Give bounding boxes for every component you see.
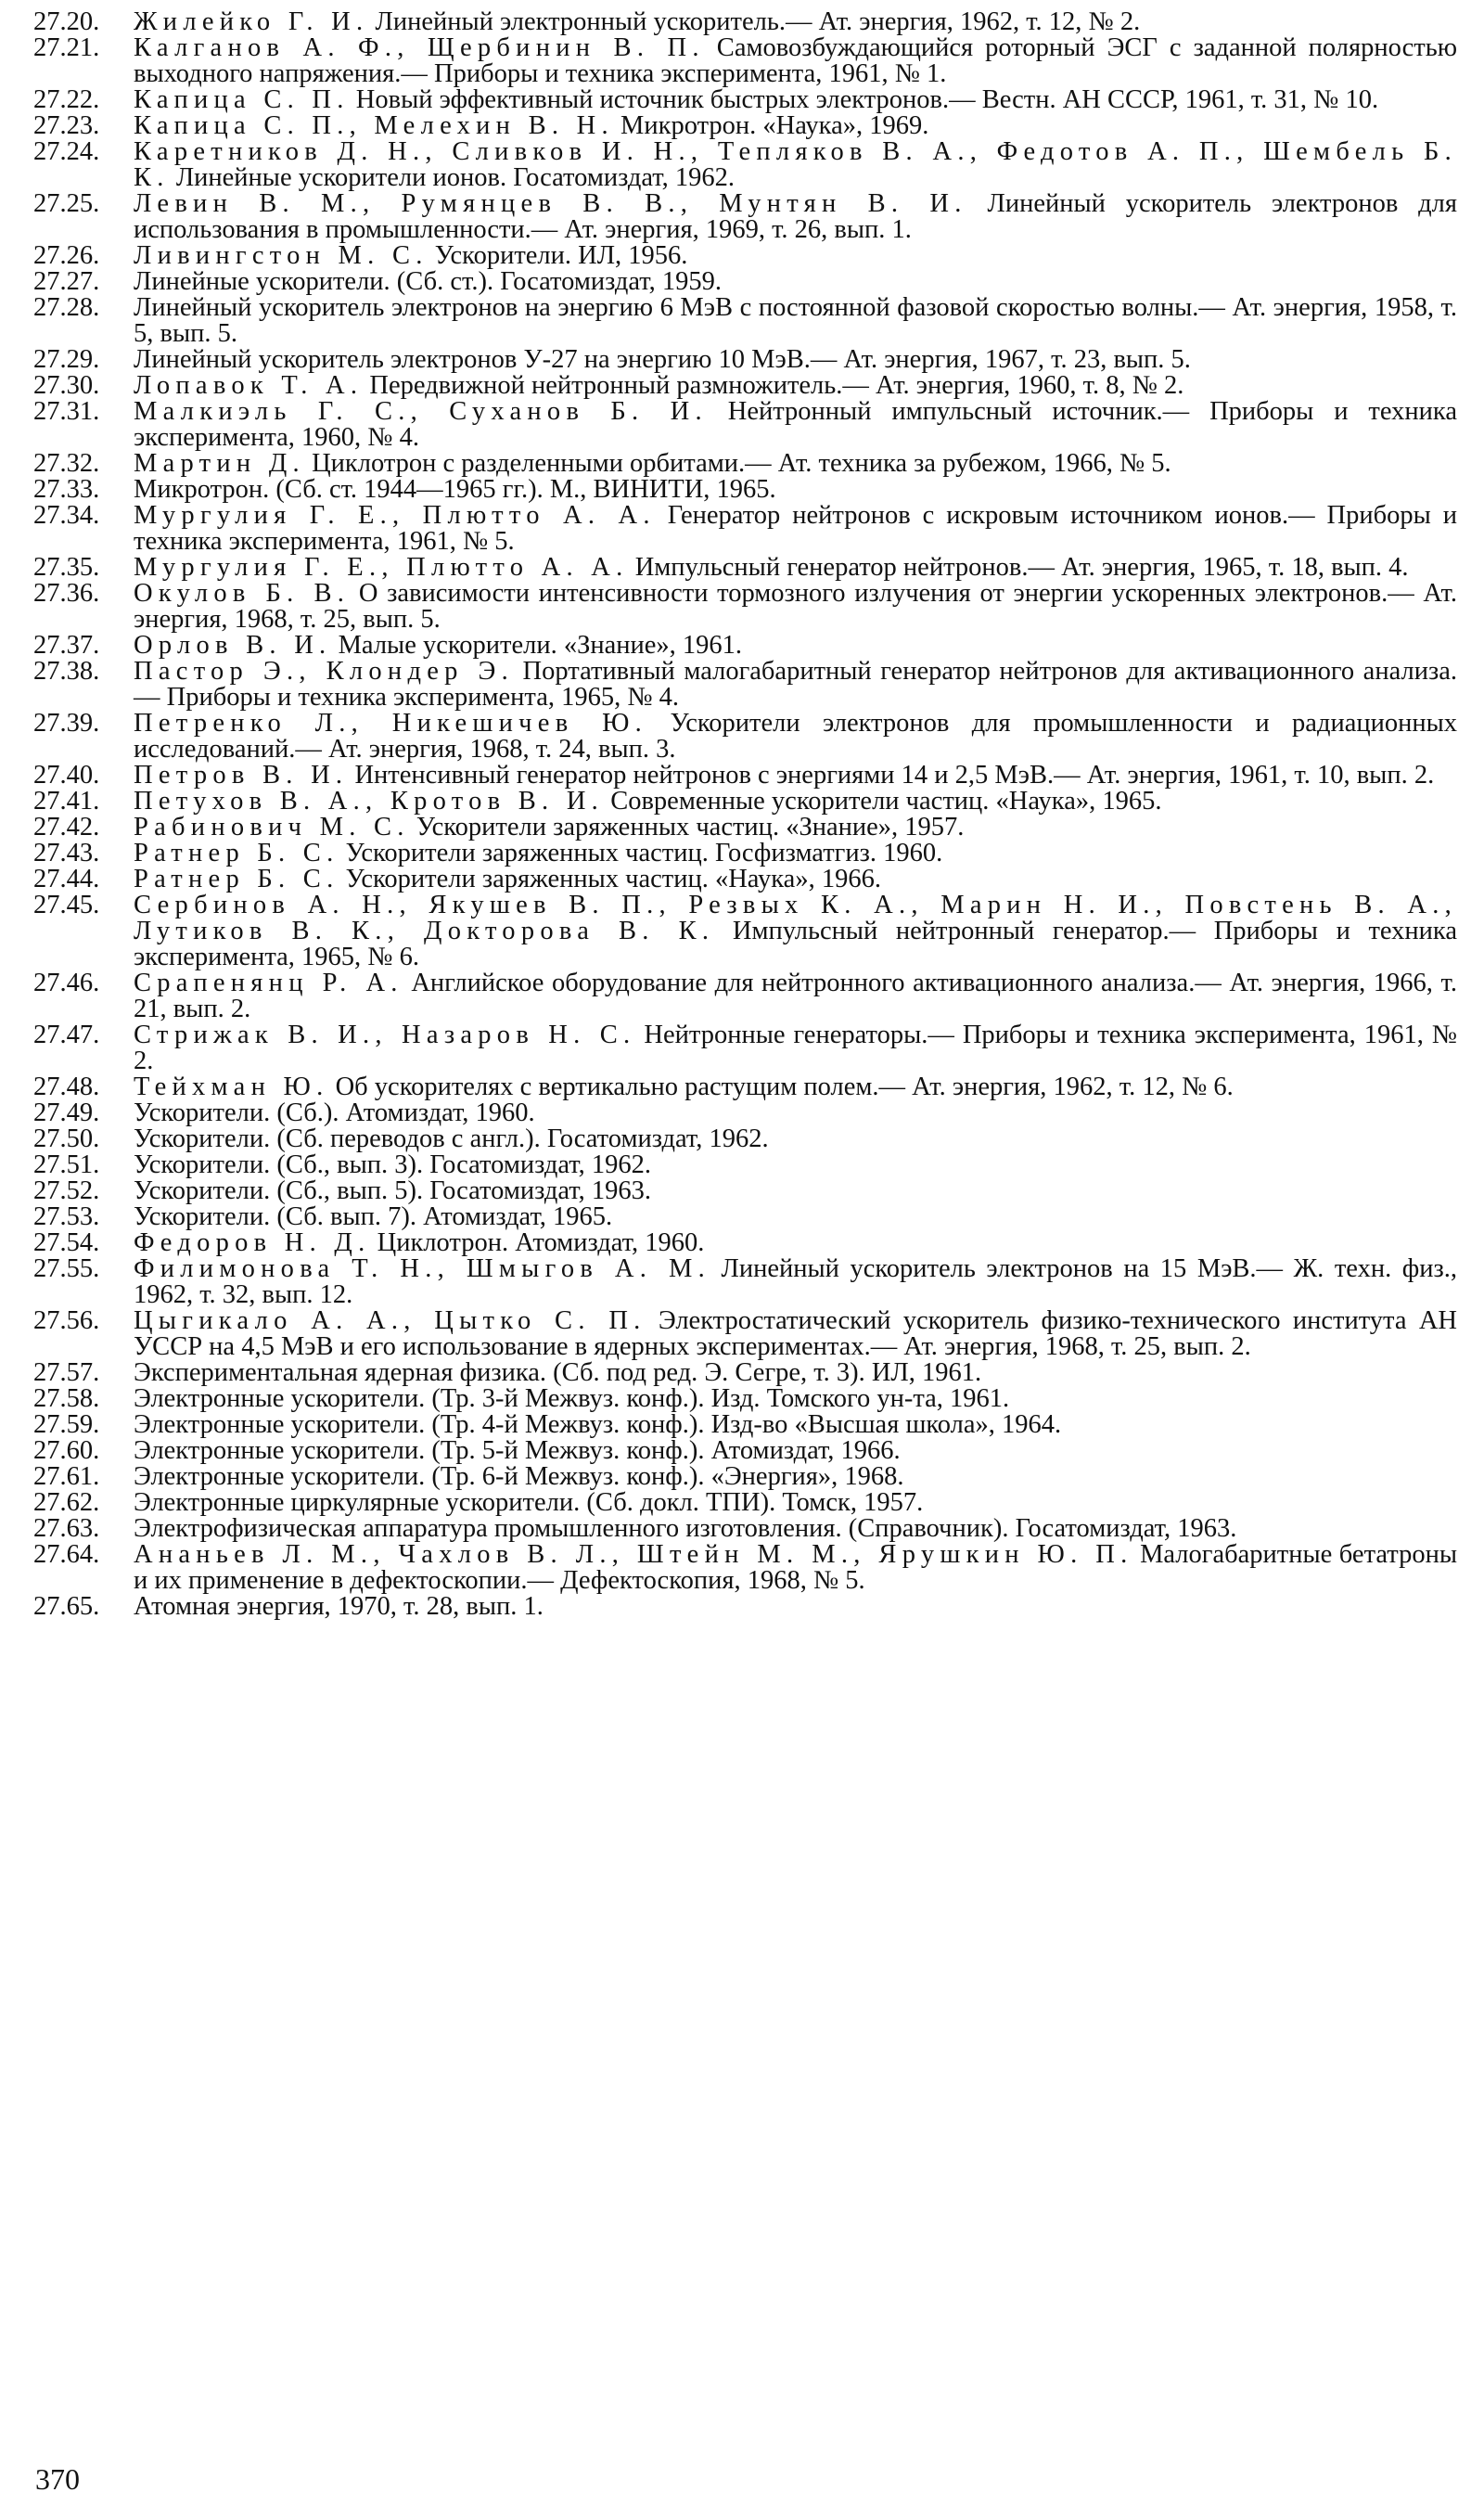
reference-authors: Мургулия Г. Е., Плютто А. А. xyxy=(134,553,629,582)
reference-entry xyxy=(33,1516,1457,1542)
reference-authors: Окулов Б. В. xyxy=(134,579,351,608)
reference-text xyxy=(134,139,1457,191)
reference-citation: Ускорители. (Сб. вып. 7). Атомиздат, 1965. xyxy=(134,1202,613,1231)
reference-number: 27.45. xyxy=(33,891,100,919)
reference-citation: Электронные ускорители. (Тр. 4-й Межвуз. конф.). Изд-во «Высшая школа», 1964. xyxy=(134,1410,1062,1439)
reference-citation: Самовозбуждающийся роторный ЭСГ с заданной полярностью выходного напряжения.— Приборы и техника эксперимента, 1961, № 1. xyxy=(134,33,1457,88)
reference-citation: Ускорители электронов для промышленности и радиационных исследований.— Ат. энергия, 1968, т. 24, вып. 3. xyxy=(134,709,1458,764)
reference-authors: Мургулия Г. Е., Плютто А. А. xyxy=(134,501,656,530)
reference-text xyxy=(134,451,1457,477)
reference-citation: Импульсный генератор нейтронов.— Ат. энергия, 1965, т. 18, вып. 4. xyxy=(628,553,1409,582)
reference-entry xyxy=(33,555,1457,581)
reference-entry xyxy=(33,477,1457,503)
reference-text xyxy=(134,347,1457,373)
reference-entry xyxy=(33,1022,1457,1074)
reference-citation: Нейтронные генераторы.— Приборы и техника эксперимента, 1961, № 2. xyxy=(134,1021,1457,1075)
reference-text xyxy=(134,1074,1457,1100)
reference-citation: Линейный ускоритель электронов на 15 МэВ.— Ж. техн. физ., 1962, т. 32, вып. 12. xyxy=(134,1254,1457,1309)
reference-text xyxy=(134,1438,1457,1464)
reference-text xyxy=(134,113,1457,139)
reference-authors: Петров В. И. xyxy=(134,761,349,790)
page-number: 370 xyxy=(35,2462,80,2496)
reference-text xyxy=(134,1308,1457,1360)
reference-authors: Капица С. П., Мелехин В. Н. xyxy=(134,111,614,140)
reference-number: 27.43. xyxy=(33,839,100,867)
reference-citation: Электронные ускорители. (Тр. 5-й Межвуз. конф.). Атомиздат, 1966. xyxy=(134,1436,901,1465)
reference-text xyxy=(134,1412,1457,1438)
reference-text xyxy=(134,295,1457,347)
reference-entry xyxy=(33,113,1457,139)
reference-text xyxy=(134,1542,1457,1594)
reference-entry xyxy=(33,763,1457,789)
reference-text xyxy=(134,1490,1457,1516)
reference-number: 27.33. xyxy=(33,475,100,504)
reference-text xyxy=(134,970,1457,1022)
reference-number: 27.42. xyxy=(33,813,100,841)
reference-number: 27.64. xyxy=(33,1540,100,1569)
reference-number: 27.46. xyxy=(33,969,100,997)
reference-number: 27.28. xyxy=(33,293,100,322)
reference-authors: Петренко Л., Никешичев Ю. xyxy=(134,709,648,738)
reference-citation: Линейные ускорители. (Сб. ст.). Госатомиздат, 1959. xyxy=(134,267,722,296)
reference-citation: Циклотрон. Атомиздат, 1960. xyxy=(370,1228,705,1257)
reference-number: 27.34. xyxy=(33,501,100,530)
reference-entry xyxy=(33,87,1457,113)
reference-text xyxy=(134,477,1457,503)
reference-number: 27.37. xyxy=(33,631,100,660)
reference-entry xyxy=(33,1230,1457,1256)
reference-text xyxy=(134,659,1457,711)
reference-text xyxy=(134,1516,1457,1542)
reference-citation: Ускорители заряженных частиц. «Знание», 1957. xyxy=(409,813,965,841)
reference-text xyxy=(134,1230,1457,1256)
reference-number: 27.20. xyxy=(33,7,100,36)
reference-number: 27.51. xyxy=(33,1150,100,1179)
reference-authors: Капица С. П. xyxy=(134,85,350,114)
reference-citation: Малогабаритные бетатроны и их применение в дефектоскопии.— Дефектоскопия, 1968, № 5. xyxy=(134,1540,1457,1595)
reference-text xyxy=(134,633,1457,659)
reference-text xyxy=(134,763,1457,789)
reference-text xyxy=(134,269,1457,295)
reference-number: 27.27. xyxy=(33,267,100,296)
reference-text xyxy=(134,1256,1457,1308)
reference-number: 27.65. xyxy=(33,1592,100,1621)
reference-text xyxy=(134,9,1457,35)
reference-authors: Калганов А. Ф., Щербинин В. П. xyxy=(134,33,705,62)
reference-entry xyxy=(33,1360,1457,1386)
reference-entry xyxy=(33,503,1457,555)
reference-entry xyxy=(33,1178,1457,1204)
reference-entry xyxy=(33,347,1457,373)
reference-entry xyxy=(33,1100,1457,1126)
reference-list xyxy=(33,9,1457,1620)
reference-entry xyxy=(33,659,1457,711)
reference-number: 27.40. xyxy=(33,761,100,790)
reference-citation: Об ускорителях с вертикально растущим полем.— Ат. энергия, 1962, т. 12, № 6. xyxy=(328,1073,1234,1101)
reference-citation: Ускорители. (Сб. переводов с англ.). Госатомиздат, 1962. xyxy=(134,1124,769,1153)
reference-citation: Линейные ускорители ионов. Госатомиздат, 1962. xyxy=(169,163,735,192)
reference-entry xyxy=(33,399,1457,451)
reference-citation: Ускорители заряженных частиц. Госфизматгиз. 1960. xyxy=(339,839,943,867)
reference-text xyxy=(134,1178,1457,1204)
reference-number: 27.30. xyxy=(33,371,100,400)
reference-entry xyxy=(33,1542,1457,1594)
reference-entry xyxy=(33,1308,1457,1360)
reference-authors: Федоров Н. Д. xyxy=(134,1228,371,1257)
reference-authors: Ратнер Б. С. xyxy=(134,865,339,893)
reference-text xyxy=(134,893,1457,970)
reference-citation: Атомная энергия, 1970, т. 28, вып. 1. xyxy=(134,1592,544,1621)
reference-entry xyxy=(33,893,1457,970)
reference-authors: Сербинов А. Н., Якушев В. П., Резвых К. А., Марин Н. И., Повстень В. А., Лутиков В. К., Докторова В. К. xyxy=(134,891,1457,945)
reference-text xyxy=(134,35,1457,87)
reference-text xyxy=(134,1464,1457,1490)
reference-entry xyxy=(33,841,1457,867)
reference-entry xyxy=(33,1152,1457,1178)
reference-authors: Орлов В. И. xyxy=(134,631,332,660)
reference-number: 27.59. xyxy=(33,1410,100,1439)
reference-authors: Рабинович М. С. xyxy=(134,813,410,841)
reference-entry xyxy=(33,269,1457,295)
reference-entry xyxy=(33,1464,1457,1490)
reference-number: 27.36. xyxy=(33,579,100,608)
reference-text xyxy=(134,581,1457,633)
reference-citation: Микротрон. «Наука», 1969. xyxy=(613,111,929,140)
reference-entry xyxy=(33,373,1457,399)
reference-entry xyxy=(33,1074,1457,1100)
reference-citation: Импульсный нейтронный генератор.— Приборы и техника эксперимента, 1965, № 6. xyxy=(134,917,1457,971)
reference-authors: Цыгикало А. А., Цытко С. П. xyxy=(134,1306,646,1335)
reference-citation: Электрофизическая аппаратура промышленного изготовления. (Справочник). Госатомиздат, 1963. xyxy=(134,1514,1237,1543)
reference-authors: Ананьев Л. М., Чахлов В. Л., Штейн М. М., Ярушкин Ю. П. xyxy=(134,1540,1133,1569)
reference-citation: Электронные ускорители. (Тр. 3-й Межвуз. конф.). Изд. Томского ун-та, 1961. xyxy=(134,1384,1010,1413)
reference-citation: Малые ускорители. «Знание», 1961. xyxy=(331,631,743,660)
reference-entry xyxy=(33,1126,1457,1152)
reference-text xyxy=(134,373,1457,399)
reference-text xyxy=(134,711,1457,763)
reference-text xyxy=(134,1152,1457,1178)
reference-authors: Ратнер Б. С. xyxy=(134,839,339,867)
reference-entry xyxy=(33,970,1457,1022)
reference-number: 27.62. xyxy=(33,1488,100,1517)
reference-citation: Интенсивный генератор нейтронов с энергиями 14 и 2,5 МэВ.— Ат. энергия, 1961, т. 10, вып. 2. xyxy=(348,761,1435,790)
reference-authors: Ливингстон М. С. xyxy=(134,241,429,270)
reference-entry xyxy=(33,711,1457,763)
reference-entry xyxy=(33,1438,1457,1464)
reference-text xyxy=(134,87,1457,113)
reference-text xyxy=(134,243,1457,269)
reference-text xyxy=(134,503,1457,555)
reference-entry xyxy=(33,9,1457,35)
reference-authors: Лопавок Т. А. xyxy=(134,371,364,400)
reference-entry xyxy=(33,191,1457,243)
reference-number: 27.26. xyxy=(33,241,100,270)
reference-authors: Малкиэль Г. С., Суханов Б. И. xyxy=(134,397,708,426)
reference-text xyxy=(134,555,1457,581)
reference-citation: Электростатический ускоритель физико-технического института АН УССР на 4,5 МэВ и его использование в ядерных экспериментах.— Ат. энергия, 1968, т. 25, вып. 2. xyxy=(134,1306,1457,1361)
reference-number: 27.24. xyxy=(33,137,100,166)
reference-text xyxy=(134,1386,1457,1412)
reference-number: 27.35. xyxy=(33,553,100,582)
reference-authors: Филимонова Т. Н., Шмыгов А. М. xyxy=(134,1254,710,1283)
reference-citation: Экспериментальная ядерная физика. (Сб. под ред. Э. Сегре, т. 3). ИЛ, 1961. xyxy=(134,1358,982,1387)
reference-text xyxy=(134,815,1457,841)
reference-authors: Петухов В. А., Кротов В. И. xyxy=(134,787,605,816)
reference-citation: Линейный ускоритель электронов на энергию 6 МэВ с постоянной фазовой скоростью волны.— Ат. энергия, 1958, т. 5, вып. 5. xyxy=(134,293,1457,348)
reference-authors: Тейхман Ю. xyxy=(134,1073,329,1101)
reference-authors: Жилейко Г. И. xyxy=(134,7,369,36)
reference-entry xyxy=(33,295,1457,347)
reference-text xyxy=(134,867,1457,893)
reference-authors: Стрижак В. И., Назаров Н. С. xyxy=(134,1021,636,1049)
reference-number: 27.63. xyxy=(33,1514,100,1543)
reference-text xyxy=(134,1100,1457,1126)
reference-number: 27.60. xyxy=(33,1436,100,1465)
reference-citation: Электронные ускорители. (Тр. 6-й Межвуз. конф.). «Энергия», 1968. xyxy=(134,1462,904,1491)
reference-authors: Левин В. М., Румянцев В. В., Мунтян В. И. xyxy=(134,189,967,218)
reference-citation: Передвижной нейтронный размножитель.— Ат. энергия, 1960, т. 8, № 2. xyxy=(363,371,1184,400)
reference-text xyxy=(134,399,1457,451)
reference-citation: Ускорители. (Сб., вып. 5). Госатомиздат, 1963. xyxy=(134,1176,651,1205)
reference-text xyxy=(134,1594,1457,1620)
reference-entry xyxy=(33,581,1457,633)
reference-number: 27.29. xyxy=(33,345,100,374)
reference-number: 27.52. xyxy=(33,1176,100,1205)
reference-number: 27.56. xyxy=(33,1306,100,1335)
reference-number: 27.47. xyxy=(33,1021,100,1049)
reference-citation: Линейный ускоритель электронов для использования в промышленности.— Ат. энергия, 1969, т. 26, вып. 1. xyxy=(134,189,1458,244)
reference-entry xyxy=(33,789,1457,815)
reference-number: 27.25. xyxy=(33,189,100,218)
reference-entry xyxy=(33,1490,1457,1516)
reference-text xyxy=(134,1022,1457,1074)
reference-citation: Современные ускорители частиц. «Наука», 1965. xyxy=(604,787,1162,816)
reference-number: 27.32. xyxy=(33,449,100,478)
reference-authors: Пастор Э., Клондер Э. xyxy=(134,657,514,686)
reference-citation: Новый эффективный источник быстрых электронов.— Вестн. АН СССР, 1961, т. 31, № 10. xyxy=(349,85,1379,114)
reference-text xyxy=(134,191,1457,243)
reference-number: 27.44. xyxy=(33,865,100,893)
reference-number: 27.49. xyxy=(33,1098,100,1127)
reference-number: 27.31. xyxy=(33,397,100,426)
reference-citation: Микротрон. (Сб. ст. 1944—1965 гг.). М., ВИНИТИ, 1965. xyxy=(134,475,776,504)
reference-number: 27.53. xyxy=(33,1202,100,1231)
reference-entry xyxy=(33,1256,1457,1308)
reference-number: 27.57. xyxy=(33,1358,100,1387)
reference-text xyxy=(134,1204,1457,1230)
reference-entry xyxy=(33,1386,1457,1412)
reference-citation: Нейтронный импульсный источник.— Приборы и техника эксперимента, 1960, № 4. xyxy=(134,397,1457,452)
reference-number: 27.38. xyxy=(33,657,100,686)
reference-number: 27.23. xyxy=(33,111,100,140)
reference-number: 27.41. xyxy=(33,787,100,816)
reference-citation: Электронные циркулярные ускорители. (Сб. докл. ТПИ). Томск, 1957. xyxy=(134,1488,924,1517)
reference-citation: Ускорители. ИЛ, 1956. xyxy=(428,241,688,270)
reference-text xyxy=(134,1126,1457,1152)
reference-entry xyxy=(33,1594,1457,1620)
reference-entry xyxy=(33,633,1457,659)
reference-authors: Срапенянц Р. А. xyxy=(134,969,403,997)
reference-citation: Циклотрон с разделенными орбитами.— Ат. техника за рубежом, 1966, № 5. xyxy=(304,449,1171,478)
reference-citation: Английское оборудование для нейтронного активационного анализа.— Ат. энергия, 1966, т. 21, вып. 2. xyxy=(134,969,1457,1023)
reference-entry xyxy=(33,35,1457,87)
reference-entry xyxy=(33,1204,1457,1230)
reference-entry xyxy=(33,1412,1457,1438)
reference-number: 27.61. xyxy=(33,1462,100,1491)
reference-number: 27.50. xyxy=(33,1124,100,1153)
reference-citation: Ускорители заряженных частиц. «Наука», 1966. xyxy=(339,865,881,893)
reference-citation: Генератор нейтронов с искровым источником ионов.— Приборы и техника эксперимента, 1961, № 5. xyxy=(134,501,1458,556)
reference-text xyxy=(134,841,1457,867)
reference-citation: О зависимости интенсивности тормозного излучения от энергии ускоренных электронов.— Ат. энергия, 1968, т. 25, вып. 5. xyxy=(134,579,1457,634)
reference-text xyxy=(134,1360,1457,1386)
reference-citation: Портативный малогабаритный генератор нейтронов для активационного анализа.— Приборы и техника эксперимента, 1965, № 4. xyxy=(134,657,1457,712)
reference-citation: Ускорители. (Сб.). Атомиздат, 1960. xyxy=(134,1098,535,1127)
reference-number: 27.48. xyxy=(33,1073,100,1101)
reference-text xyxy=(134,789,1457,815)
reference-entry xyxy=(33,243,1457,269)
reference-citation: Линейный электронный ускоритель.— Ат. энергия, 1962, т. 12, № 2. xyxy=(368,7,1141,36)
reference-number: 27.54. xyxy=(33,1228,100,1257)
reference-authors: Каретников Д. Н., Сливков И. Н., Тепляков В. А., Федотов А. П., Шембель Б. К. xyxy=(134,137,1457,192)
reference-number: 27.55. xyxy=(33,1254,100,1283)
reference-number: 27.39. xyxy=(33,709,100,738)
reference-entry xyxy=(33,815,1457,841)
reference-entry xyxy=(33,139,1457,191)
reference-authors: Мартин Д. xyxy=(134,449,305,478)
reference-number: 27.22. xyxy=(33,85,100,114)
reference-citation: Линейный ускоритель электронов У-27 на энергию 10 МэВ.— Ат. энергия, 1967, т. 23, вып. 5. xyxy=(134,345,1191,374)
reference-citation: Ускорители. (Сб., вып. 3). Госатомиздат, 1962. xyxy=(134,1150,651,1179)
reference-entry xyxy=(33,867,1457,893)
reference-entry xyxy=(33,451,1457,477)
reference-number: 27.58. xyxy=(33,1384,100,1413)
reference-number: 27.21. xyxy=(33,33,100,62)
